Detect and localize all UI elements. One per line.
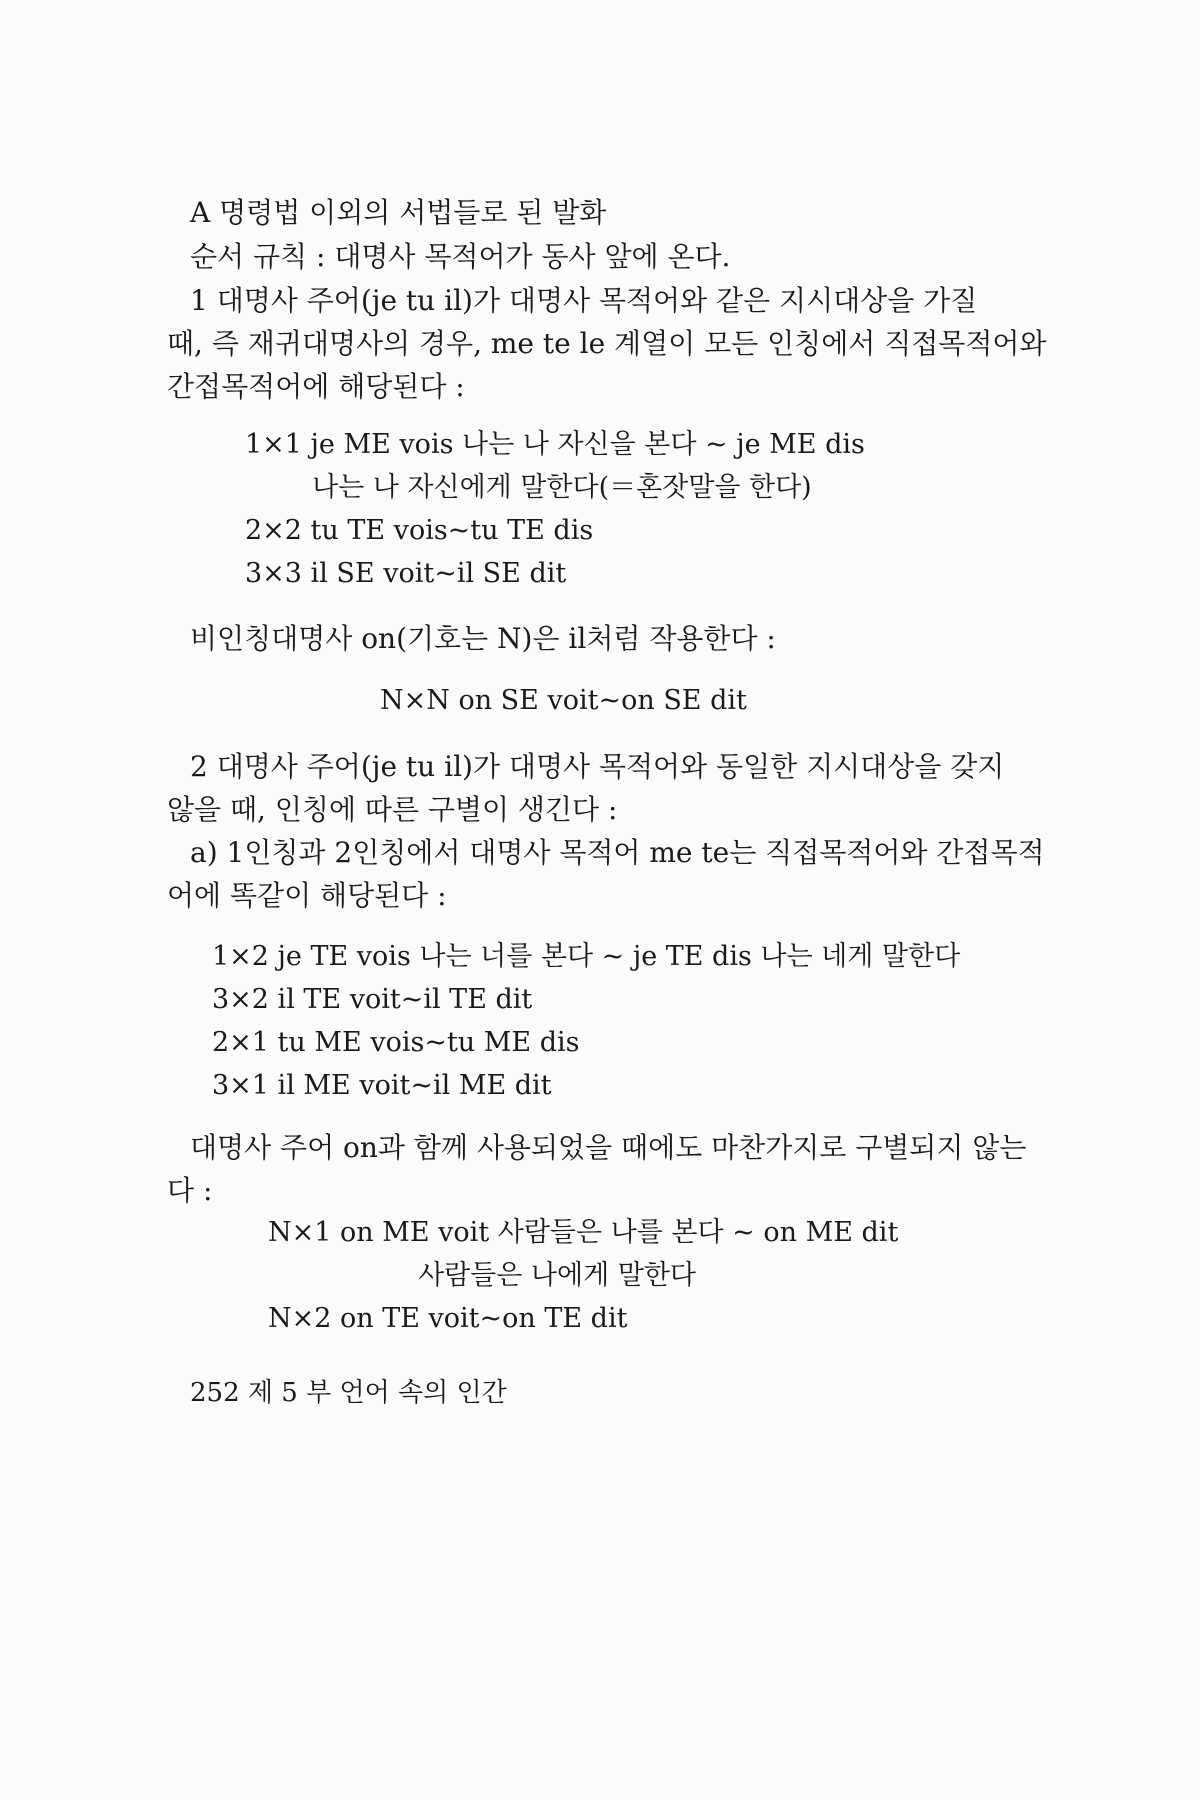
example-1x1-gloss: 나는 나 자신에게 말한다(＝혼잣말을 한다)	[312, 472, 812, 503]
page-footer: 252 제 5 부 언어 속의 인간	[190, 1378, 507, 1408]
para2-line4: 어에 똑같이 해당된다 :	[167, 879, 447, 912]
example-2x2: 2×2 tu TE vois~tu TE dis	[245, 515, 594, 546]
para3-line2: 다 :	[167, 1174, 213, 1207]
example-Nx2: N×2 on TE voit~on TE dit	[268, 1303, 628, 1334]
example-NxN: N×N on SE voit~on SE dit	[380, 685, 747, 716]
example-Nx1-gloss: 사람들은 나에게 말한다	[418, 1260, 696, 1291]
para2-line1: 2 대명사 주어(je tu il)가 대명사 목적어와 동일한 지시대상을 갖지	[190, 750, 1005, 783]
section-heading: A 명령법 이외의 서법들로 된 발화	[190, 196, 607, 229]
order-rule: 순서 규칙 : 대명사 목적어가 동사 앞에 온다.	[190, 240, 731, 273]
impersonal-text: 비인칭대명사 on(기호는 N)은 il처럼 작용한다 :	[190, 622, 776, 655]
para1-line2: 때, 즉 재귀대명사의 경우, me te le 계열이 모든 인칭에서 직접목적어와	[167, 327, 1047, 360]
para1-line1: 1 대명사 주어(je tu il)가 대명사 목적어와 같은 지시대상을 가질	[190, 284, 978, 317]
example-Nx1: N×1 on ME voit 사람들은 나를 본다 ~ on ME dit	[268, 1217, 899, 1248]
para2-line2: 않을 때, 인칭에 따른 구별이 생긴다 :	[167, 793, 618, 826]
example-2x1: 2×1 tu ME vois~tu ME dis	[212, 1027, 580, 1058]
example-3x1: 3×1 il ME voit~il ME dit	[212, 1070, 552, 1101]
example-1x1: 1×1 je ME vois 나는 나 자신을 본다 ~ je ME dis	[245, 429, 865, 460]
example-3x2: 3×2 il TE voit~il TE dit	[212, 984, 533, 1015]
para1-line3: 간접목적어에 해당된다 :	[167, 370, 465, 403]
example-1x2: 1×2 je TE vois 나는 너를 본다 ~ je TE dis 나는 네게 말한다	[212, 941, 961, 972]
para2-line3: a) 1인칭과 2인칭에서 대명사 목적어 me te는 직접목적어와 간접목적	[190, 836, 1045, 869]
para3-line1: 대명사 주어 on과 함께 사용되었을 때에도 마찬가지로 구별되지 않는	[190, 1131, 1027, 1164]
example-3x3: 3×3 il SE voit~il SE dit	[245, 558, 567, 589]
